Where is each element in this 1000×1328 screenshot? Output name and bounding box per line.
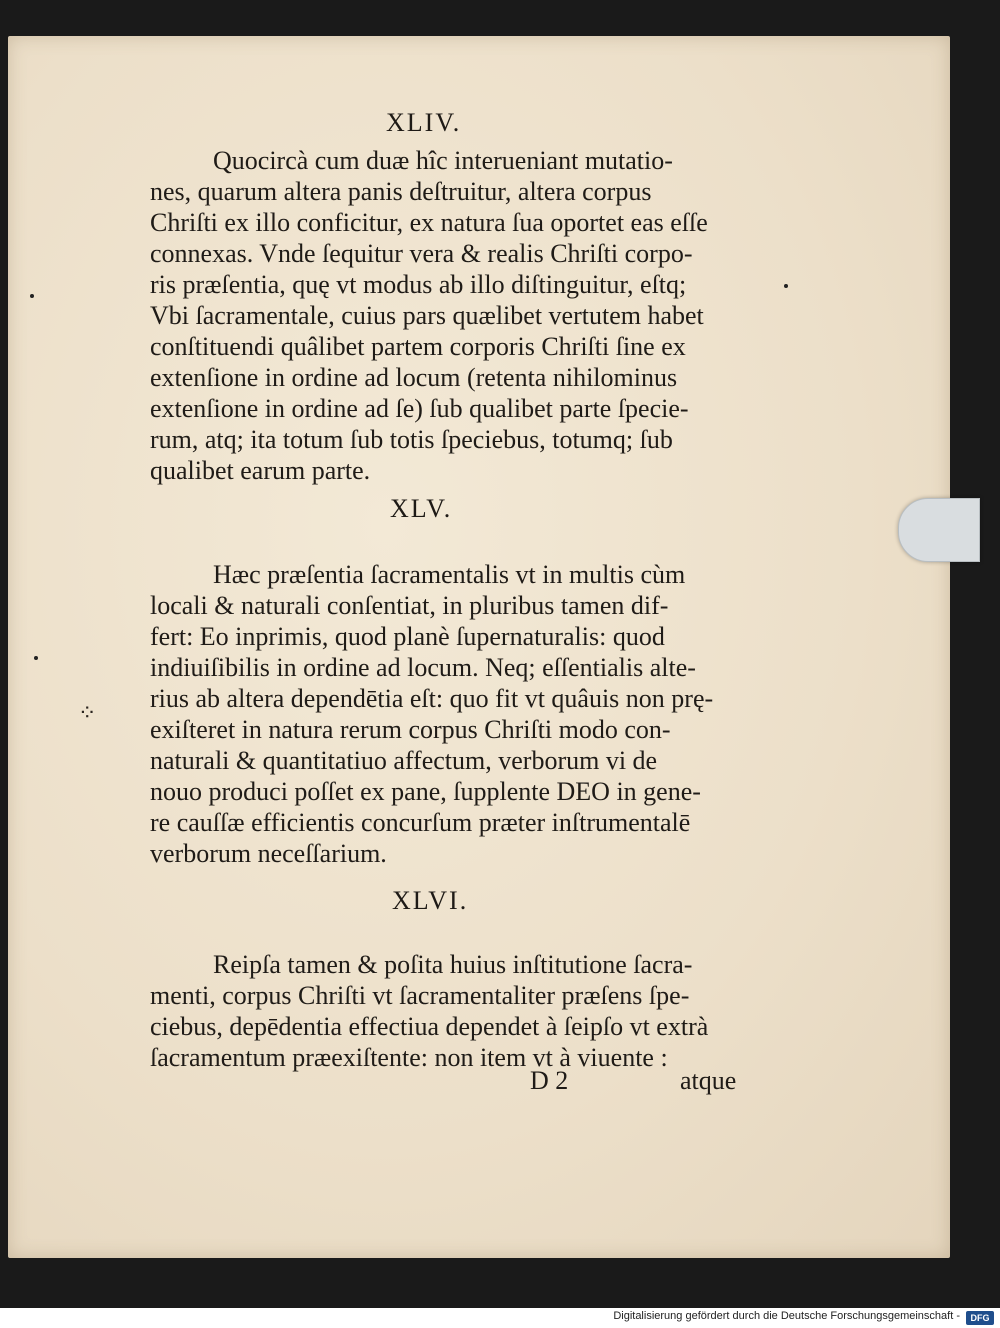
text-line: qualibet earum parte. [150, 456, 371, 485]
text-line: nes, quarum altera panis deſtruitur, altera corpus [150, 177, 652, 206]
text-line: fert: Eo inprimis, quod planè ſupernaturalis: quod [150, 622, 665, 651]
text-line: ciebus, depēdentia effectiua dependet à ſeipſo vt extrà [150, 1012, 709, 1041]
text-line: Reipſa tamen & poſita huius inſtitutione ſacra- [213, 950, 693, 979]
text-line: Vbi ſacramentale, cuius pars quælibet vertutem habet [150, 301, 704, 330]
text-line: locali & naturali conſentiat, in pluribus tamen dif- [150, 591, 669, 620]
margin-ornament: ⁘ [78, 700, 97, 725]
text-line: ſacramentum præexiſtente: non item vt à viuente : [150, 1043, 668, 1072]
heading-xliv: XLIV. [386, 108, 462, 137]
text-line: Quocircà cum duæ hîc interueniant mutatio- [213, 146, 673, 175]
dfg-logo: DFG [966, 1311, 994, 1325]
book-page [8, 36, 950, 1258]
text-line: rius ab altera dependētia eſt: quo fit vt quâuis non prę- [150, 684, 714, 713]
text-line: ris præſentia, quę vt modus ab illo diſtinguitur, eſtq; [150, 270, 687, 299]
text-line: rum, atq; ita totum ſub totis ſpeciebus, totumq; ſub [150, 425, 673, 454]
text-line: exiſteret in natura rerum corpus Chriſti modo con- [150, 715, 671, 744]
page-turn-tab[interactable] [898, 498, 980, 562]
signature-mark: D 2 [530, 1066, 569, 1095]
footer-bar [0, 1308, 1000, 1328]
footer-credit: Digitalisierung gefördert durch die Deutsche Forschungsgemeinschaft - [613, 1310, 960, 1322]
text-line: re cauſſæ efficientis concurſum præter inſtrumentalē [150, 808, 691, 837]
ink-speck [34, 656, 38, 660]
text-line: extenſione in ordine ad ſe) ſub qualibet parte ſpecie- [150, 394, 689, 423]
text-line: indiuiſibilis in ordine ad locum. Neq; eſſentialis alte- [150, 653, 696, 682]
text-line: Chriſti ex illo conficitur, ex natura ſua oportet eas eſſe [150, 208, 708, 237]
text-line: conſtituendi quâlibet partem corporis Chriſti ſine ex [150, 332, 686, 361]
heading-xlvi: XLVI. [392, 886, 469, 915]
catchword: atque [680, 1066, 737, 1095]
text-line: connexas. Vnde ſequitur vera & realis Chriſti corpo- [150, 239, 693, 268]
ink-speck [30, 294, 34, 298]
text-line: extenſione in ordine ad locum (retenta nihilominus [150, 363, 678, 392]
heading-xlv: XLV. [390, 494, 453, 523]
text-line: naturali & quantitatiuo affectum, verborum vi de [150, 746, 658, 775]
text-line: Hæc præſentia ſacramentalis vt in multis cùm [213, 560, 686, 589]
text-line: nouo produci poſſet ex pane, ſupplente DEO in gene- [150, 777, 701, 806]
text-line: verborum neceſſarium. [150, 839, 387, 868]
text-line: menti, corpus Chriſti vt ſacramentaliter præſens ſpe- [150, 981, 690, 1010]
ink-speck [784, 284, 788, 288]
